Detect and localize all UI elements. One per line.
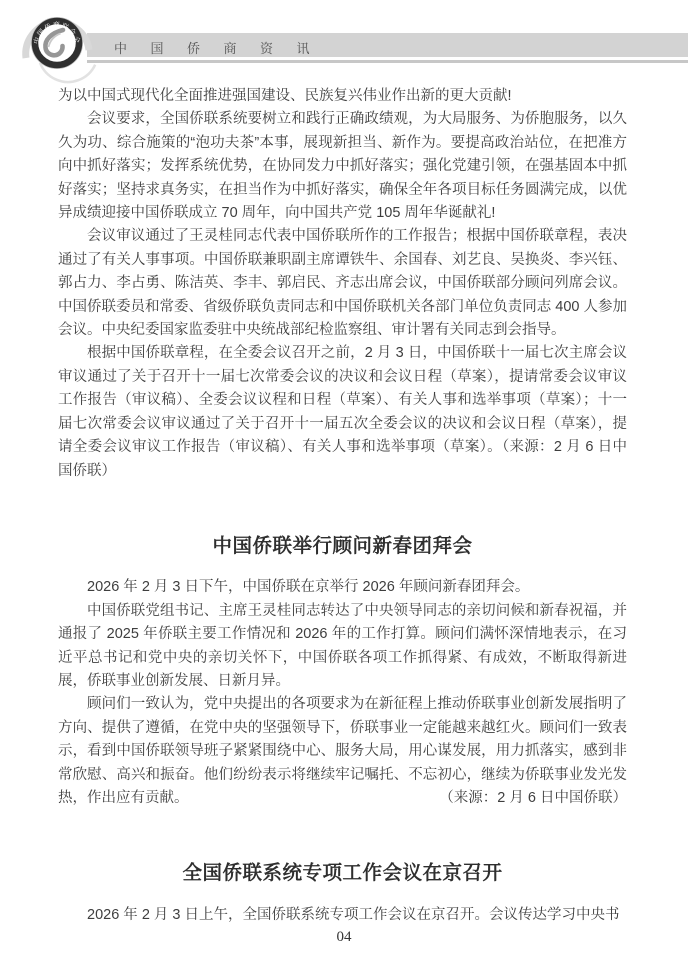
paragraph: 会议审议通过了王灵桂同志代表中国侨联所作的工作报告；根据中国侨联章程，表决通过了有关人事事项。中国侨联兼职副主席谭铁牛、余国春、刘艺良、吴换炎、李兴钰、郭占力、李占勇、陈洁英、李丰、郭启民、齐志出席会议，中国侨联部分顾问列席会议。中国侨联委员和常委、省级侨联负责同志和中国侨联机关各部门单位负责同志 400 人参加会议。中央纪委国家监委驻中央统战部纪检监察组、审计署有关同志到会指导。 [58, 228, 627, 339]
seal-ring-text: 中国侨商联合会 [33, 22, 81, 46]
masthead-banner [87, 33, 688, 57]
paragraph [58, 342, 627, 482]
page-content [58, 85, 627, 927]
organization-seal-logo [8, 2, 108, 87]
article-title: 全国侨联系统专项工作会议在京召开 [182, 862, 503, 885]
masthead-title: 中国侨商资讯 [114, 41, 334, 56]
masthead-rule [87, 60, 688, 63]
paragraph: 2026 年 2 月 3 日下午，中国侨联在京举行 2026 年顾问新春团拜会。 [87, 579, 530, 596]
article-special-work-meeting [58, 862, 627, 927]
paragraph: 2026 年 2 月 3 日上午，全国侨联系统专项工作会议在京召开。会议传达学习中央书 [87, 906, 620, 923]
paragraph-text: 根据中国侨联章程，在全委会议召开之前，2 月 3 日，中国侨联十一届七次主席会议审议通过了关于召开十一届七次常委会议的决议和会议日程（草案），提请常委会议审议工作报告（审议稿）、全委会议议程和日程（草案）、有关人事和选举事项（草案）；十一届七次常委会议审议通过了关于召开十一届五次全委会议的决议和会议日程（草案），提请全委会议审议工作报告（审议稿）、有关人事和选举事项（草案）。 [58, 345, 627, 456]
article-title: 中国侨联举行顾问新春团拜会 [212, 534, 473, 557]
page-footer [0, 929, 688, 946]
article-new-year-gathering [58, 535, 627, 810]
source-note: （来源：2 月 6 日中国侨联） [58, 439, 627, 479]
paragraph [58, 693, 627, 810]
article-continued [58, 85, 627, 483]
paragraph-text: 顾问们一致认为，党中央提出的各项要求为在新征程上推动侨联事业创新发展指明了方向、提供了遵循，在党中央的坚强领导下，侨联事业一定能越来越红火。顾问们一致表示，看到中国侨联领导班子紧紧围绕中心、服务大局，用心谋发展，用力抓落实，感到非常欣慰、高兴和振奋。他们纷纷表示将继续牢记嘱托、不忘初心，继续为侨联事业发光发热，作出应有贡献。 [58, 696, 627, 806]
page-number: 04 [336, 929, 352, 945]
paragraph: 中国侨联党组书记、主席王灵桂同志转达了中央领导同志的亲切问候和新春祝福，并通报了 2025 年侨联主要工作情况和 2026 年的工作打算。顾问们满怀深情地表示，在习近平总书记和党中央的亲切关怀下，中国侨联各项工作抓得紧、有成效，不断取得新进展，侨联事业创新发展、日新月异。 [58, 602, 627, 689]
paragraph: 会议要求，全国侨联系统要树立和践行正确政绩观，为大局服务、为侨胞服务，以久久为功、综合施策的“泡功夫茶”本事，展现新担当、新作为。要提高政治站位，在把准方向中抓好落实；发挥系统优势，在协同发力中抓好落实；强化党建引领，在强基固本中抓好落实；坚持求真务实，在担当作为中抓好落实，确保全年各项目标任务圆满完成，以优异成绩迎接中国侨联成立 70 周年，向中国共产党 105 周年华诞献礼! [58, 111, 627, 222]
paragraph: 为以中国式现代化全面推进强国建设、民族复兴伟业作出新的更大贡献! [58, 88, 512, 104]
source-note: （来源：2 月 6 日中国侨联） [439, 789, 627, 806]
